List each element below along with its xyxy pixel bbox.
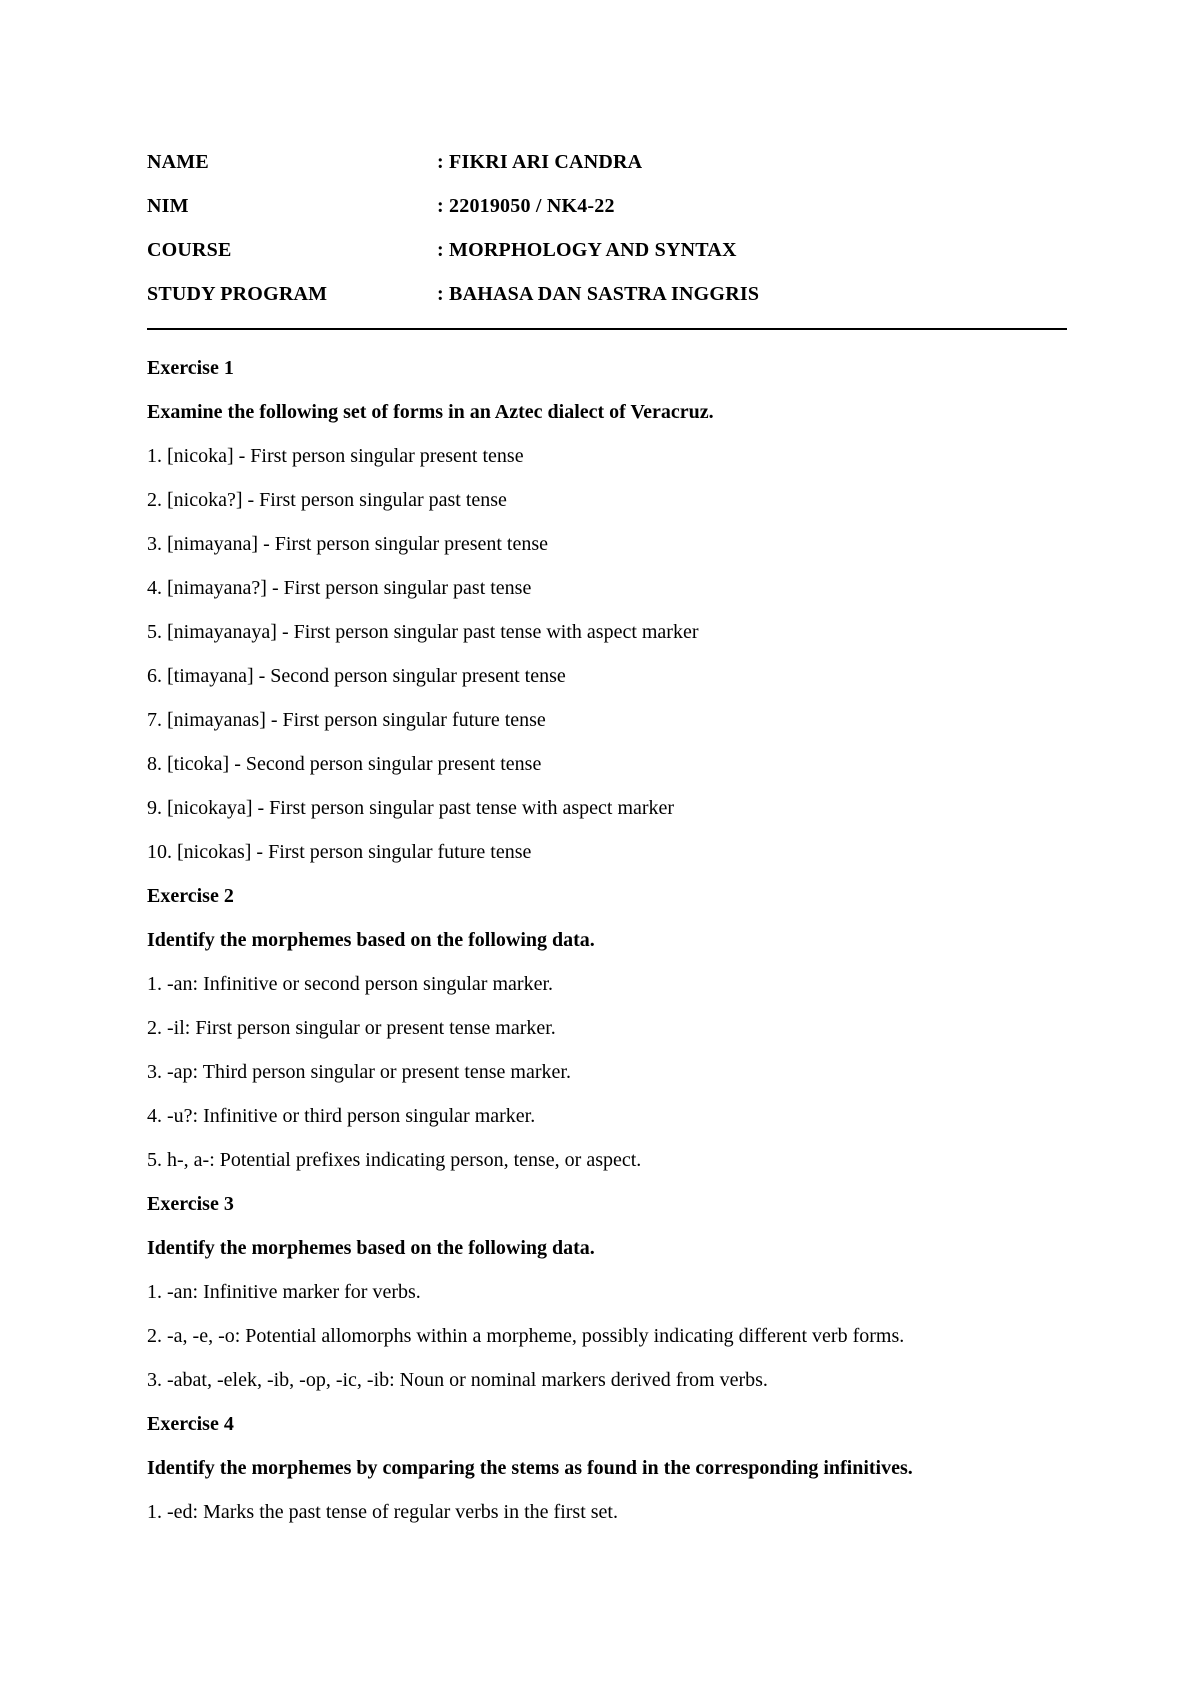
header-row-study-program (147, 272, 1067, 316)
exercise-1-section (147, 346, 1067, 874)
exercise-title: Exercise 4 (147, 1413, 234, 1435)
exercise-item: 2. -a, -e, -o: Potential allomorphs within a morpheme, possibly indicating different verb forms. (147, 1325, 905, 1347)
exercise-instruction: Identify the morphemes based on the following data. (147, 929, 595, 951)
header-value: : MORPHOLOGY AND SYNTAX (437, 238, 737, 261)
exercise-title: Exercise 2 (147, 885, 234, 907)
exercise-item: 1. -ed: Marks the past tense of regular verbs in the first set. (147, 1501, 618, 1523)
exercise-item: 9. [nicokaya] - First person singular past tense with aspect marker (147, 797, 675, 819)
exercise-3-section (147, 1182, 1067, 1402)
header-label: COURSE (147, 238, 232, 261)
exercise-item: 4. [nimayana?] - First person singular past tense (147, 577, 532, 599)
header-label: STUDY PROGRAM (147, 282, 328, 305)
exercise-title: Exercise 1 (147, 357, 234, 379)
exercise-instruction: Identify the morphemes by comparing the stems as found in the corresponding infinitives. (147, 1457, 913, 1479)
header-label: NIM (147, 194, 189, 217)
exercise-item: 1. -an: Infinitive or second person singular marker. (147, 973, 553, 995)
document-content (147, 140, 1067, 1534)
exercise-title: Exercise 3 (147, 1193, 234, 1215)
exercise-item: 4. -u?: Infinitive or third person singular marker. (147, 1105, 536, 1127)
exercise-2-section (147, 874, 1067, 1182)
student-info-header (147, 140, 1067, 316)
exercise-item: 2. -il: First person singular or present tense marker. (147, 1017, 556, 1039)
exercise-item: 6. [timayana] - Second person singular present tense (147, 665, 566, 687)
exercise-4-section (147, 1402, 1067, 1534)
exercise-item: 10. [nicokas] - First person singular future tense (147, 841, 532, 863)
exercise-item: 2. [nicoka?] - First person singular past tense (147, 489, 507, 511)
exercise-item: 3. [nimayana] - First person singular present tense (147, 533, 549, 555)
exercise-item: 5. h-, a-: Potential prefixes indicating person, tense, or aspect. (147, 1149, 642, 1171)
exercise-item: 1. [nicoka] - First person singular present tense (147, 445, 524, 467)
header-row-course (147, 228, 1067, 272)
exercise-item: 3. -abat, -elek, -ib, -op, -ic, -ib: Noun or nominal markers derived from verbs. (147, 1369, 768, 1391)
header-divider (147, 328, 1067, 330)
exercise-item: 8. [ticoka] - Second person singular present tense (147, 753, 542, 775)
header-label: NAME (147, 150, 209, 173)
exercise-item: 1. -an: Infinitive marker for verbs. (147, 1281, 421, 1303)
header-value: : BAHASA DAN SASTRA INGGRIS (437, 282, 760, 305)
exercise-item: 7. [nimayanas] - First person singular future tense (147, 709, 546, 731)
exercise-instruction: Identify the morphemes based on the following data. (147, 1237, 595, 1259)
header-value: : FIKRI ARI CANDRA (437, 150, 643, 173)
header-value: : 22019050 / NK4-22 (437, 194, 615, 217)
exercise-item: 3. -ap: Third person singular or present tense marker. (147, 1061, 571, 1083)
header-row-nim (147, 184, 1067, 228)
exercise-item: 5. [nimayanaya] - First person singular past tense with aspect marker (147, 621, 699, 643)
header-row-name (147, 140, 1067, 184)
exercise-instruction: Examine the following set of forms in an Aztec dialect of Veracruz. (147, 401, 714, 423)
